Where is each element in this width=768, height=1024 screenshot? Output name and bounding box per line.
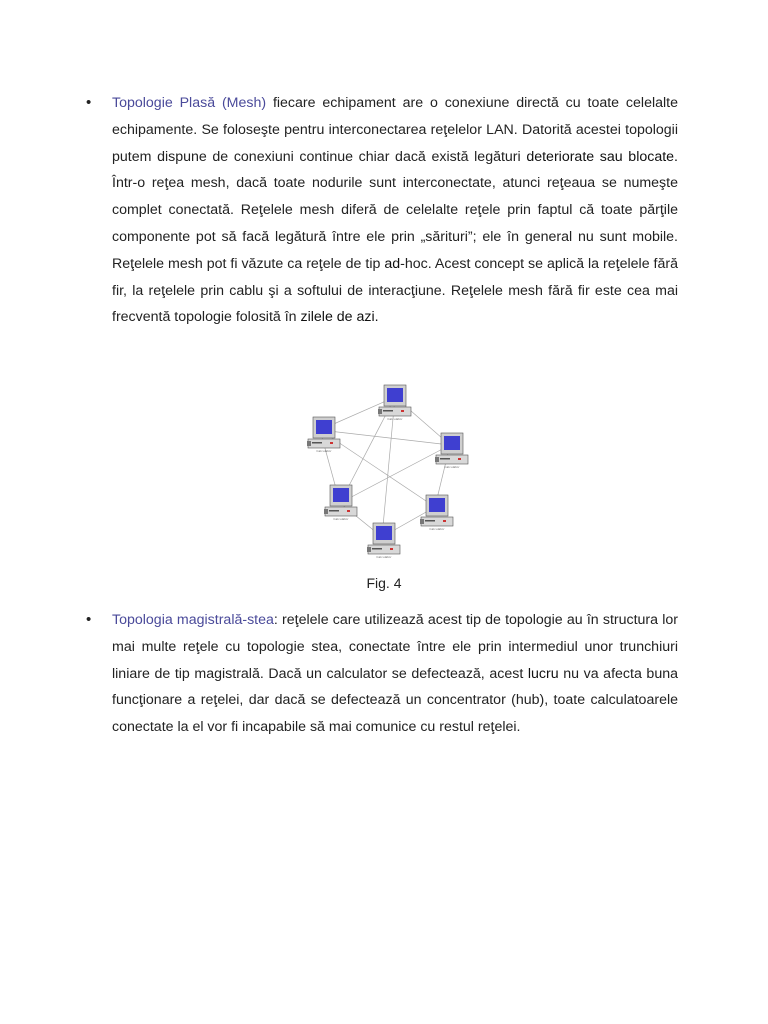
paragraph-bus-star: [112, 607, 678, 741]
node-label: Calculator: [333, 517, 349, 521]
bullet-icon: •: [86, 611, 92, 628]
node-label: Calculator: [444, 465, 460, 469]
computer-node-top: [378, 385, 411, 421]
bullet-item-bus-star: [86, 607, 678, 741]
text-segment: fiecare echipament are o conexiune directă cu toate celelalte echipamente. Se foloseşte pentru interconectarea reţelelor LAN. Datorită acestei topologii putem dispune de conexiuni continue chiar dacă există legături: [112, 95, 678, 165]
text-segment: nu va afecta buna funcţionare a reţelei, dar dacă se defectează un concentrator (hub), toate calculatoarele conectate la el vor fi incapabile să mai comunice cu restul reţelei.: [112, 665, 678, 736]
text-segment: : reţelele care utilizează acest tip de topologie au în structura lor mai multe reţele cu topologie stea, conectate între ele prin intermediul unor trunchiuri liniare de tip magistrală. Dacă un calculator se defectează, acest: [112, 612, 678, 682]
node-label: Calculator: [387, 417, 403, 421]
figure-caption: Fig. 4: [366, 575, 402, 591]
term-bus-star: Topologia magistrală-stea: [112, 612, 274, 628]
node-label: Calculator: [316, 449, 332, 453]
bullet-item-mesh: [86, 90, 678, 331]
computer-node-right: [435, 433, 468, 469]
text-segment: -hoc. Acest concept se aplică la reţelele fără fir, la reţelele prin cablu şi a softului de interacţiune. Reţelele mesh fără fir este cea mai frecventă topologie folosită în: [112, 255, 679, 326]
text-segment: lucru: [527, 665, 559, 682]
paragraph-mesh: [112, 90, 678, 331]
mesh-topology-figure: [300, 375, 475, 565]
text-segment: deteriorate sau blocate.: [526, 148, 678, 165]
text-segment: Într-o reţea mesh, dacă toate nodurile sunt interconectate, atunci reţeaua se numeşte complet conectată. Reţelele mesh diferă de celelalte reţele prin faptul că toate părţile componente pot să facă legătură între ele prin „sărituri”; ele în general nu sunt mobile. Reţelele mesh pot fi văzute ca reţele de tip: [112, 175, 678, 272]
computer-node-bottom: [367, 523, 400, 559]
node-label: Calculator: [376, 555, 392, 559]
computer-node-bottom-left: [324, 485, 357, 521]
computer-node-left: [307, 417, 340, 453]
node-label: Calculator: [429, 527, 445, 531]
bullet-icon: •: [86, 94, 92, 111]
text-segment: zilele de azi.: [300, 309, 379, 326]
text-segment: ad: [384, 255, 401, 272]
term-mesh: Topologie Plasă (Mesh): [112, 95, 267, 111]
